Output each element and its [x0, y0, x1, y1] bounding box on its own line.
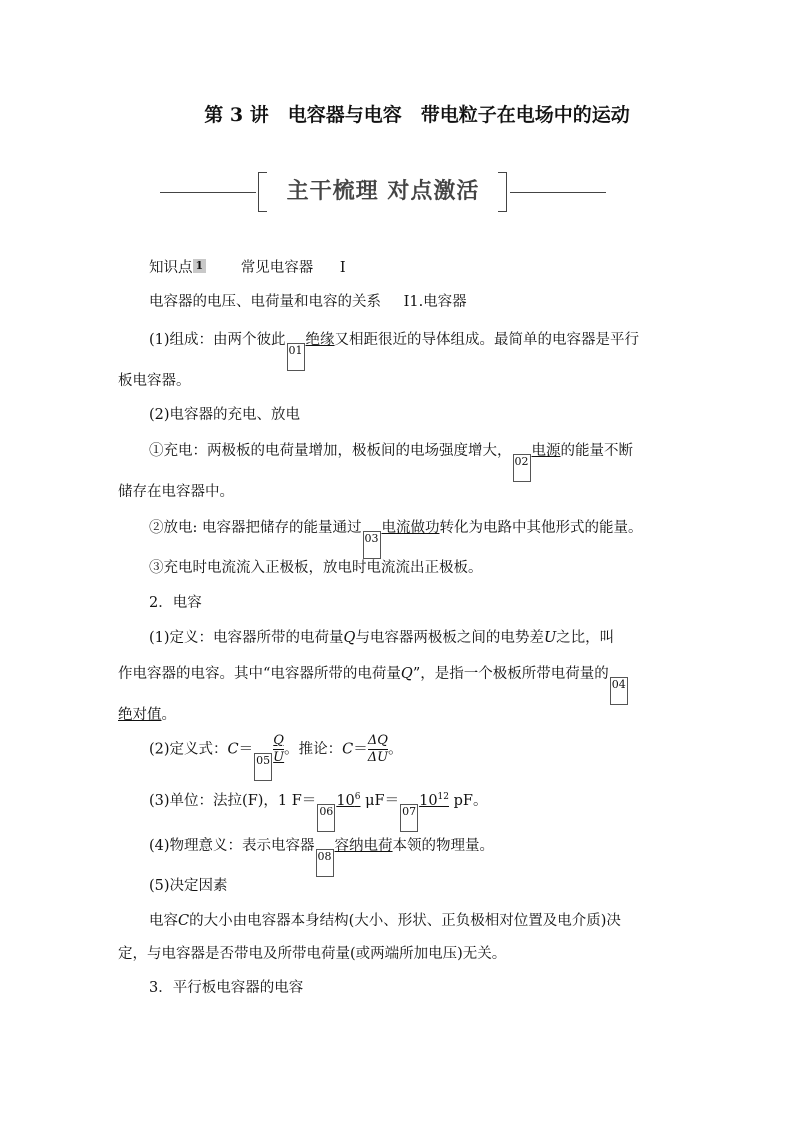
text: 又相距很近的导体组成。最简单的电容器是平行: [334, 332, 640, 348]
para-composition-cont: 板电容器。: [118, 373, 191, 389]
text: 。推论：: [284, 741, 343, 758]
text: ＝: [353, 741, 368, 758]
text: ＝: [238, 741, 254, 758]
answer: 电源: [531, 443, 561, 459]
blank-number: 02: [513, 454, 531, 482]
blank-number: 07: [400, 804, 418, 832]
exponent: 6: [354, 792, 361, 803]
symbol-c: C: [227, 741, 239, 758]
symbol-q: Q: [343, 630, 356, 646]
blank-number: 04: [610, 677, 628, 705]
para-charging: [149, 439, 633, 482]
para-formula: [149, 733, 403, 781]
text: 的能量不断: [560, 443, 633, 459]
para-factors-cont: 定，与电容器是否带电及所带电荷量(或两端所加电压)无关。: [118, 946, 507, 962]
para-definition-cont2: [118, 703, 176, 724]
section-banner: [160, 170, 605, 216]
fraction-dq-over-du: [368, 733, 388, 766]
exponent: 12: [437, 792, 449, 803]
kd-label: 知识点: [149, 260, 193, 276]
answer: 电流做功: [381, 520, 440, 536]
relation-text: 电容器的电压、电荷量和电容的关系: [149, 294, 381, 310]
text: (3)单位：法拉(F)，1 F＝: [149, 793, 317, 809]
knowledge-point-heading: [149, 256, 346, 277]
answer: 绝对值: [118, 707, 162, 723]
relation-heading: [149, 290, 467, 311]
para-factors-body: [149, 909, 621, 930]
banner-left-bracket: [258, 172, 267, 212]
symbol-c: C: [178, 913, 190, 929]
text: 与电容器两极板之间的电势差: [355, 630, 544, 646]
section-capacitance: 2．电容: [149, 595, 202, 611]
para-unit: [149, 789, 487, 832]
para-discharging: [149, 516, 643, 559]
relation-mark: Ⅰ: [403, 294, 410, 310]
text: 。: [388, 741, 403, 758]
fraction-q-over-u: [273, 733, 284, 766]
para-current-direction: ③充电时电流流入正极板，放电时电流流出正极板。: [149, 560, 483, 576]
text: ②放电: 电容器把储存的能量通过: [149, 520, 362, 536]
text: (1)组成：由两个彼此: [149, 332, 286, 348]
text: 本领的物理量。: [392, 838, 495, 854]
relation-subheading: 1.电容器: [409, 294, 467, 310]
kd-number-badge: 1: [193, 259, 207, 273]
para-meaning: [149, 834, 494, 877]
symbol-q: Q: [400, 666, 413, 682]
text: ①充电：两极板的电荷量增加，极板间的电场强度增大，: [149, 443, 512, 459]
answer: [336, 793, 360, 809]
banner-text: 主干梳理 对点激活: [286, 178, 480, 204]
text: pF。: [449, 793, 488, 809]
kd-name: 常见电容器: [240, 260, 314, 276]
text: (1)定义：电容器所带的电荷量: [149, 630, 344, 646]
text: μF＝: [360, 793, 400, 809]
text: 10: [419, 793, 438, 809]
section-parallel-plate: 3．平行板电容器的电容: [149, 980, 304, 996]
symbol-u: U: [543, 630, 557, 646]
answer: 容纳电荷: [334, 838, 393, 854]
denominator: ΔU: [367, 750, 389, 765]
para-charging-cont: 储存在电容器中。: [118, 484, 234, 500]
blank-number: 01: [287, 343, 305, 371]
answer: 绝缘: [305, 332, 335, 348]
text: 电容: [149, 913, 178, 929]
para-factors: (5)决定因素: [149, 878, 228, 894]
banner-right-bracket: [498, 172, 507, 212]
text: 的大小由电容器本身结构(大小、形状、正负极相对位置及电介质)决: [189, 913, 621, 929]
numerator: ΔQ: [367, 733, 388, 748]
banner-right-rule: [510, 192, 606, 193]
text: 。: [161, 707, 176, 723]
text: 10: [336, 793, 355, 809]
text: 转化为电路中其他形式的能量。: [439, 520, 643, 536]
kd-level-mark: Ⅰ: [339, 260, 346, 276]
blank-number: 03: [363, 531, 381, 559]
symbol-c: C: [342, 741, 354, 758]
text: 之比，叫: [556, 630, 615, 646]
para-charge-discharge: (2)电容器的充电、放电: [149, 407, 301, 423]
banner-left-rule: [160, 192, 256, 193]
numerator: Q: [273, 733, 284, 748]
page-title: 第 3 讲 电容器与电容 带电粒子在电场中的运动: [204, 104, 630, 126]
text: (4)物理意义：表示电容器: [149, 838, 315, 854]
para-definition: [149, 626, 614, 647]
para-definition-cont: [118, 662, 629, 705]
text: ”，是指一个极板所带电荷量的: [412, 666, 609, 682]
answer: [419, 793, 449, 809]
para-composition: [149, 328, 639, 371]
blank-number: 06: [317, 804, 335, 832]
text: 作电容器的电容。其中“电容器所带的电荷量: [118, 666, 401, 682]
text: (2)定义式：: [149, 741, 228, 758]
blank-number: 05: [254, 753, 272, 781]
blank-number: 08: [316, 849, 334, 877]
denominator: U: [273, 750, 285, 765]
